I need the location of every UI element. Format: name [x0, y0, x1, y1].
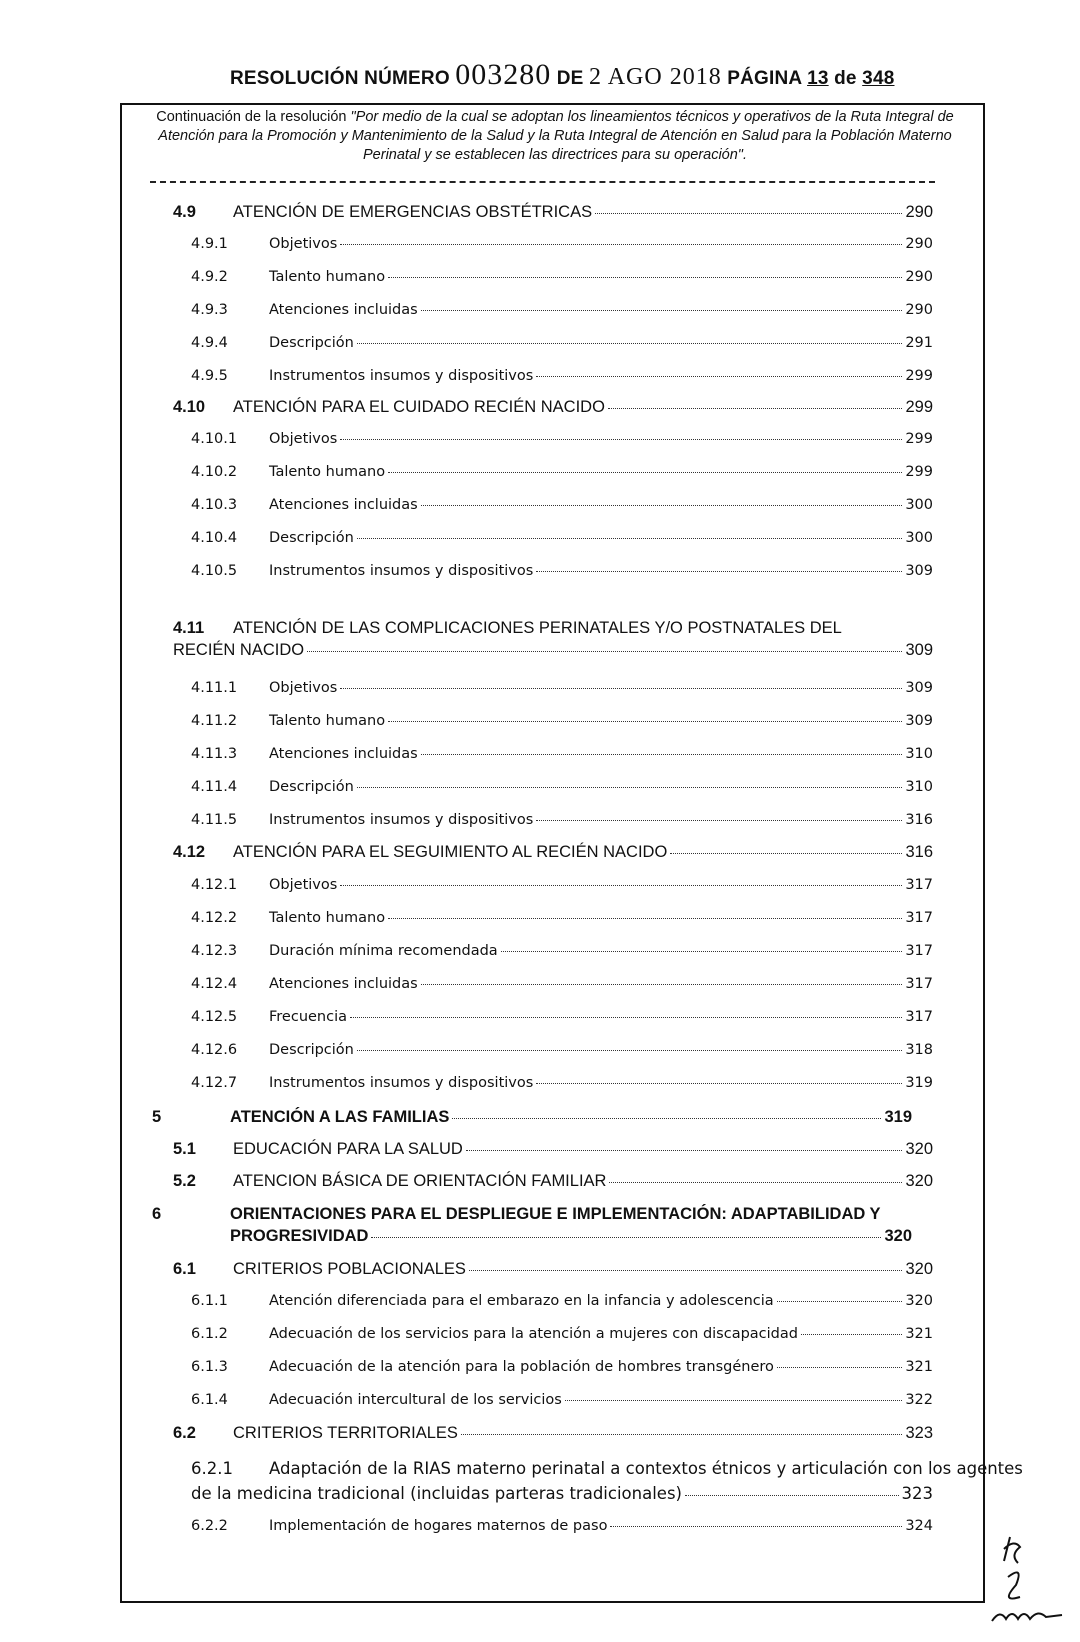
toc-number: 6.2	[173, 1424, 196, 1442]
toc-page: 324	[905, 1518, 933, 1534]
toc-entry-6-1-2	[191, 1326, 933, 1342]
toc-title-line2: RECIÉN NACIDO	[173, 641, 305, 659]
toc-title: Objetivos	[269, 877, 338, 893]
toc-page: 309	[905, 680, 933, 696]
dot-leader	[307, 651, 902, 652]
continuation-note	[150, 108, 960, 165]
toc-title: Atenciones incluidas	[269, 976, 418, 992]
dot-leader	[777, 1367, 902, 1368]
toc-entry-4-11-3	[191, 746, 933, 762]
dot-leader	[388, 918, 902, 919]
toc-entry-4-12-4	[191, 976, 933, 992]
toc-page: 323	[901, 1484, 933, 1503]
toc-entry-6	[152, 1203, 934, 1247]
toc-number: 4.9	[173, 203, 196, 221]
toc-page: 290	[905, 302, 933, 318]
toc-entry-4-11-4	[191, 779, 933, 795]
handwritten-signature	[990, 1525, 1070, 1635]
dashed-divider	[150, 181, 935, 183]
dot-leader	[777, 1301, 903, 1302]
toc-title-line2: de la medicina tradicional (incluidas parteras tradicionales)	[191, 1484, 682, 1503]
toc-number: 4.11	[173, 619, 205, 637]
dot-leader	[357, 538, 902, 539]
toc-title: Instrumentos insumos y dispositivos	[269, 368, 534, 384]
dot-leader	[466, 1150, 903, 1151]
toc-page: 316	[905, 843, 933, 861]
toc-entry-4-9	[173, 203, 933, 222]
toc-number: 4.12	[173, 843, 206, 861]
toc-title: Descripción	[269, 1042, 354, 1058]
toc-title: Objetivos	[269, 431, 338, 447]
toc-page: 319	[905, 1075, 933, 1091]
dot-leader	[536, 571, 902, 572]
toc-entry-6-1	[173, 1260, 933, 1279]
toc-title: Atenciones incluidas	[269, 302, 418, 318]
toc-entry-4-10-3	[191, 497, 933, 513]
toc-entry-6-1-4	[191, 1392, 933, 1408]
toc-title: Adecuación de los servicios para la atención a mujeres con discapacidad	[269, 1326, 798, 1342]
toc-page: 320	[905, 1172, 933, 1190]
toc-title-line2: PROGRESIVIDAD	[230, 1227, 369, 1245]
toc-page: 317	[905, 976, 933, 992]
toc-title-line1: ORIENTACIONES PARA EL DESPLIEGUE E IMPLEMENTACIÓN: ADAPTABILIDAD Y	[230, 1205, 881, 1223]
toc-page: 317	[905, 877, 933, 893]
dot-leader	[340, 244, 902, 245]
toc-number: 4.12.3	[191, 943, 238, 959]
toc-entry-4-10-1	[191, 431, 933, 447]
toc-entry-4-11-5	[191, 812, 933, 828]
toc-page: 291	[905, 335, 933, 351]
toc-title: Talento humano	[269, 464, 386, 480]
toc-number: 6.2.1	[191, 1459, 233, 1478]
toc-number: 4.12.2	[191, 910, 238, 926]
header-label: RESOLUCIÓN NÚMERO	[230, 68, 450, 89]
dot-leader	[685, 1495, 899, 1496]
resolution-header	[230, 58, 894, 92]
toc-number: 6.1.4	[191, 1392, 228, 1408]
toc-title: Implementación de hogares maternos de paso	[269, 1518, 608, 1534]
toc-title: Adecuación intercultural de los servicios	[269, 1392, 562, 1408]
header-de: DE	[556, 68, 584, 89]
toc-page: 299	[905, 398, 933, 416]
toc-title: Talento humano	[269, 713, 386, 729]
dot-leader	[388, 721, 902, 722]
toc-title-line1: Adaptación de la RIAS materno perinatal a contextos étnicos y articulación con los agentes	[269, 1459, 1023, 1478]
toc-entry-4-12-5	[191, 1009, 933, 1025]
toc-number: 4.10	[173, 398, 206, 416]
toc-number: 5.1	[173, 1140, 196, 1158]
toc-page: 290	[905, 203, 933, 221]
page-of: de	[834, 68, 857, 89]
toc-title: Talento humano	[269, 269, 386, 285]
dot-leader	[452, 1118, 881, 1119]
toc-entry-5-2	[173, 1172, 933, 1191]
toc-page: 290	[905, 269, 933, 285]
toc-title: ATENCION BÁSICA DE ORIENTACIÓN FAMILIAR	[233, 1172, 607, 1190]
toc-page: 317	[905, 910, 933, 926]
page-number: 13	[807, 68, 829, 89]
toc-number: 4.11.4	[191, 779, 238, 795]
toc-entry-4-9-1	[191, 236, 933, 252]
toc-page: 317	[905, 1009, 933, 1025]
toc-page: 320	[905, 1293, 933, 1309]
toc-page: 309	[905, 563, 933, 579]
toc-entry-4-9-3	[191, 302, 933, 318]
toc-page: 290	[905, 236, 933, 252]
toc-title: Objetivos	[269, 680, 338, 696]
dot-leader	[421, 754, 903, 755]
dot-leader	[801, 1334, 902, 1335]
toc-entry-6-2-1	[191, 1456, 1023, 1506]
toc-page: 299	[905, 464, 933, 480]
dot-leader	[340, 439, 902, 440]
toc-number: 4.11.5	[191, 812, 238, 828]
toc-number: 5	[152, 1108, 162, 1126]
toc-number: 6.1.3	[191, 1359, 228, 1375]
toc-entry-4-10	[173, 398, 933, 417]
toc-number: 4.10.2	[191, 464, 238, 480]
toc-page: 309	[905, 713, 933, 729]
dot-leader	[595, 213, 902, 214]
toc-page: 299	[905, 368, 933, 384]
toc-number: 4.11.3	[191, 746, 238, 762]
dot-leader	[609, 1182, 902, 1183]
dot-leader	[357, 343, 902, 344]
toc-entry-6-1-3	[191, 1359, 933, 1375]
toc-number: 4.11.1	[191, 680, 238, 696]
toc-number: 4.12.1	[191, 877, 238, 893]
dot-leader	[388, 472, 902, 473]
toc-entry-4-10-4	[191, 530, 933, 546]
toc-entry-4-12-2	[191, 910, 933, 926]
toc-page: 300	[905, 530, 933, 546]
toc-number: 4.10.1	[191, 431, 238, 447]
toc-number: 4.9.3	[191, 302, 228, 318]
toc-number: 4.9.2	[191, 269, 228, 285]
toc-number: 4.9.1	[191, 236, 228, 252]
dot-leader	[536, 376, 902, 377]
toc-number: 4.9.4	[191, 335, 228, 351]
toc-title: Talento humano	[269, 910, 386, 926]
toc-page: 323	[905, 1424, 933, 1442]
toc-title-line1: ATENCIÓN DE LAS COMPLICACIONES PERINATALES Y/O POSTNATALES DEL	[233, 619, 842, 637]
toc-entry-4-12-6	[191, 1042, 933, 1058]
toc-entry-4-9-2	[191, 269, 933, 285]
toc-entry-4-12	[173, 843, 933, 862]
dot-leader	[421, 310, 903, 311]
dot-leader	[371, 1237, 881, 1238]
toc-title: Atenciones incluidas	[269, 497, 418, 513]
toc-number: 5.2	[173, 1172, 196, 1190]
toc-entry-4-12-1	[191, 877, 933, 893]
toc-title: Instrumentos insumos y dispositivos	[269, 812, 534, 828]
resolution-date-stamp: 2 AGO 2018	[589, 64, 722, 90]
toc-entry-5	[152, 1108, 912, 1127]
dot-leader	[421, 984, 903, 985]
dot-leader	[357, 1050, 902, 1051]
toc-title: EDUCACIÓN PARA LA SALUD	[233, 1140, 463, 1158]
toc-entry-4-9-4	[191, 335, 933, 351]
toc-title: ATENCIÓN PARA EL SEGUIMIENTO AL RECIÉN NACIDO	[233, 843, 668, 861]
toc-title: Frecuencia	[269, 1009, 348, 1025]
toc-entry-4-11-2	[191, 713, 933, 729]
toc-entry-4-11	[173, 617, 933, 661]
toc-number: 6.2.2	[191, 1518, 228, 1534]
toc-number: 6.1.2	[191, 1326, 228, 1342]
toc-title: Descripción	[269, 779, 354, 795]
toc-entry-4-11-1	[191, 680, 933, 696]
dot-leader	[608, 408, 903, 409]
toc-page: 321	[905, 1326, 933, 1342]
toc-entry-4-12-7	[191, 1075, 933, 1091]
toc-entry-4-10-5	[191, 563, 933, 579]
toc-entry-5-1	[173, 1140, 933, 1159]
toc-number: 6	[152, 1205, 162, 1223]
toc-number: 4.12.6	[191, 1042, 238, 1058]
toc-number: 6.1.1	[191, 1293, 228, 1309]
toc-title: ATENCIÓN DE EMERGENCIAS OBSTÉTRICAS	[233, 203, 593, 221]
toc-page: 309	[905, 641, 933, 659]
toc-title: ATENCIÓN PARA EL CUIDADO RECIÉN NACIDO	[233, 398, 605, 416]
toc-number: 4.10.3	[191, 497, 238, 513]
toc-title: Atención diferenciada para el embarazo en la infancia y adolescencia	[269, 1293, 774, 1309]
dot-leader	[350, 1017, 902, 1018]
toc-number: 4.9.5	[191, 368, 228, 384]
toc-title: Descripción	[269, 335, 354, 351]
toc-entry-4-9-5	[191, 368, 933, 384]
toc-title: Instrumentos insumos y dispositivos	[269, 1075, 534, 1091]
toc-number: 4.10.5	[191, 563, 238, 579]
toc-page: 310	[905, 779, 933, 795]
dot-leader	[340, 885, 902, 886]
toc-page: 318	[905, 1042, 933, 1058]
toc-number: 4.12.7	[191, 1075, 238, 1091]
dot-leader	[461, 1434, 903, 1435]
toc-entry-6-1-1	[191, 1293, 933, 1309]
dot-leader	[421, 505, 903, 506]
dot-leader	[536, 1083, 902, 1084]
toc-entry-6-2-2	[191, 1518, 933, 1534]
continuation-quote: "Por medio de la cual se adoptan los lineamientos técnicos y operativos de la Ruta Integral de Atención para la Promoción y Mantenimiento de la Salud y la Ruta Integral de Atención en Salud para la Población Materno Perinatal y se establecen las directrices para su operación".	[158, 109, 954, 163]
toc-title: ATENCIÓN A LAS FAMILIAS	[230, 1108, 450, 1126]
resolution-number-stamp: 003280	[455, 58, 552, 91]
toc-page: 320	[905, 1140, 933, 1158]
toc-title: CRITERIOS TERRITORIALES	[233, 1424, 458, 1442]
toc-title: Atenciones incluidas	[269, 746, 418, 762]
toc-entry-6-2	[173, 1424, 933, 1443]
toc-number: 6.1	[173, 1260, 196, 1278]
toc-title: CRITERIOS POBLACIONALES	[233, 1260, 466, 1278]
toc-page: 299	[905, 431, 933, 447]
page-label: PÁGINA	[727, 68, 802, 89]
toc-page: 322	[905, 1392, 933, 1408]
toc-page: 317	[905, 943, 933, 959]
dot-leader	[357, 787, 902, 788]
dot-leader	[469, 1270, 903, 1271]
toc-title: Objetivos	[269, 236, 338, 252]
dot-leader	[610, 1526, 902, 1527]
toc-page: 321	[905, 1359, 933, 1375]
toc-title: Adecuación de la atención para la población de hombres transgénero	[269, 1359, 774, 1375]
dot-leader	[565, 1400, 903, 1401]
toc-title: Duración mínima recomendada	[269, 943, 498, 959]
dot-leader	[340, 688, 902, 689]
toc-entry-4-12-3	[191, 943, 933, 959]
toc-page: 320	[905, 1260, 933, 1278]
toc-number: 4.11.2	[191, 713, 238, 729]
dot-leader	[670, 853, 902, 854]
page-total: 348	[862, 68, 895, 89]
toc-page: 319	[884, 1108, 912, 1126]
toc-title: Descripción	[269, 530, 354, 546]
toc-page: 300	[905, 497, 933, 513]
toc-entry-4-10-2	[191, 464, 933, 480]
toc-page: 310	[905, 746, 933, 762]
toc-number: 4.10.4	[191, 530, 238, 546]
toc-title: Instrumentos insumos y dispositivos	[269, 563, 534, 579]
toc-number: 4.12.5	[191, 1009, 238, 1025]
dot-leader	[388, 277, 902, 278]
dot-leader	[536, 820, 902, 821]
dot-leader	[501, 951, 903, 952]
continuation-prefix: Continuación de la resolución	[156, 109, 351, 125]
toc-page: 316	[905, 812, 933, 828]
toc-number: 4.12.4	[191, 976, 238, 992]
toc-page: 320	[884, 1227, 912, 1245]
